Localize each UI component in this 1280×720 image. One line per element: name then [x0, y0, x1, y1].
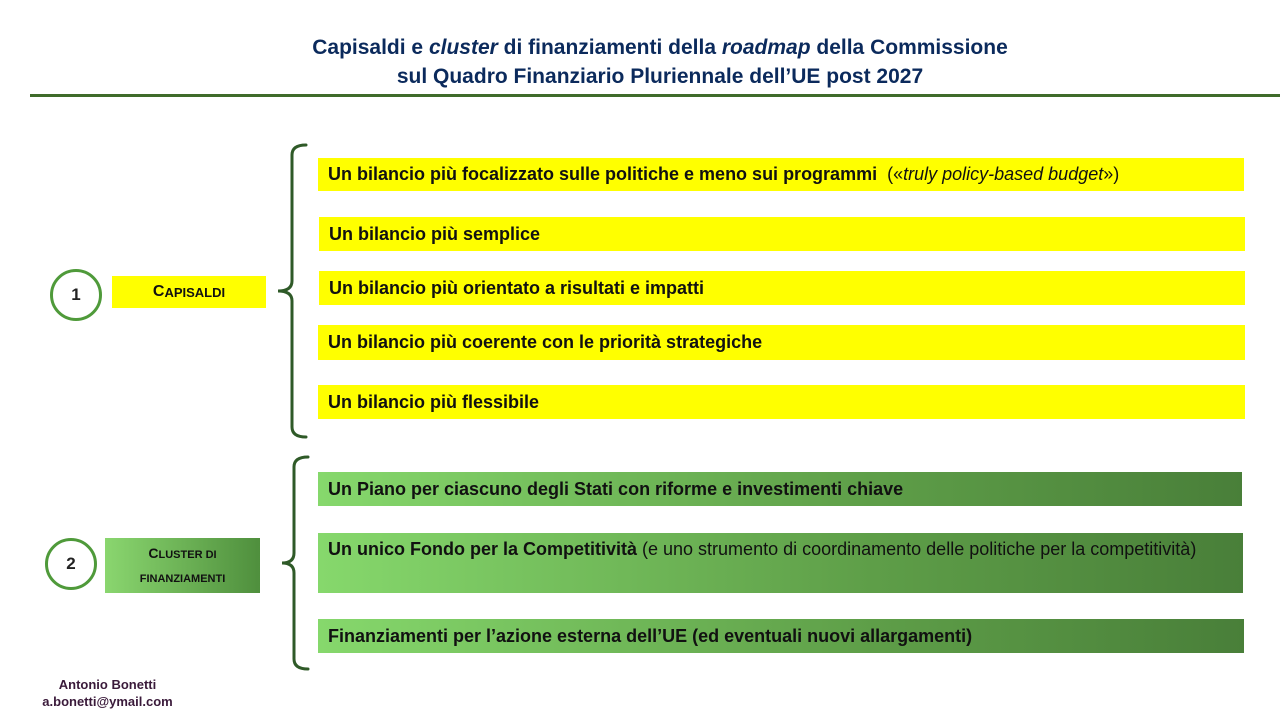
title-line-1: [0, 33, 1280, 62]
item-main-text: Un bilancio più orientato a risultati e impatti: [329, 277, 705, 298]
capisaldo-item-3: [319, 271, 1245, 305]
item-italic-text: truly policy-based budget: [903, 164, 1104, 184]
label-rest: APISALDI: [164, 284, 226, 300]
cluster-item-3: [318, 619, 1244, 653]
cluster-item-1: [318, 472, 1242, 506]
item-quote-open: («: [877, 164, 904, 184]
title-italic-cluster: cluster: [428, 36, 498, 59]
item-main-text: Un bilancio più coerente con le priorità strategiche: [328, 332, 763, 352]
title-italic-roadmap: roadmap: [721, 36, 811, 59]
author-credit: [30, 676, 185, 710]
label-initial: C: [148, 544, 159, 561]
section-1-brace: [272, 143, 308, 439]
item-main-text: Un bilancio più semplice: [329, 223, 541, 244]
capisaldi-label: [112, 276, 266, 308]
capisaldo-item-1: [318, 158, 1244, 191]
item-main-text: Finanziamenti per l’azione esterna dell’UE (ed eventuali nuovi allargamenti): [328, 625, 973, 646]
item-main-text: Un Piano per ciascuno degli Stati con riforme e investimenti chiave: [328, 478, 904, 499]
capisaldo-item-4: [318, 325, 1245, 360]
author-email: a.bonetti@ymail.com: [42, 694, 173, 709]
section-2-brace: [280, 455, 310, 671]
section-1-number-circle: 1: [50, 269, 102, 321]
item-main-text: Un bilancio più focalizzato sulle politiche e meno sui programmi: [328, 164, 878, 184]
label-initial: C: [152, 283, 165, 300]
cluster-label-text: [140, 542, 226, 590]
title-text: della Commissione: [810, 36, 1008, 59]
cluster-label: [105, 538, 260, 593]
item-main-text: Un bilancio più flessibile: [328, 391, 540, 412]
cluster-item-2: [318, 533, 1243, 593]
label-rest: LUSTER DI: [158, 548, 217, 561]
item-quote-close: »): [1103, 164, 1120, 184]
label-line-2: FINANZIAMENTI: [139, 572, 226, 585]
title-text: di finanziamenti della: [497, 36, 722, 59]
title-divider: [30, 94, 1280, 97]
slide-title: [0, 33, 1280, 91]
capisaldo-item-5: [318, 385, 1245, 419]
capisaldo-item-2: [319, 217, 1245, 251]
item-main-text: Un unico Fondo per la Competitività: [328, 539, 638, 559]
item-rest-text: (e uno strumento di coordinamento delle politiche per la competitività): [637, 539, 1197, 559]
section-2-number-circle: 2: [45, 538, 97, 590]
title-line-2: sul Quadro Finanziario Pluriennale dell’UE post 2027: [396, 65, 924, 88]
author-name: Antonio Bonetti: [58, 677, 157, 692]
title-text: Capisaldi e: [312, 36, 429, 59]
